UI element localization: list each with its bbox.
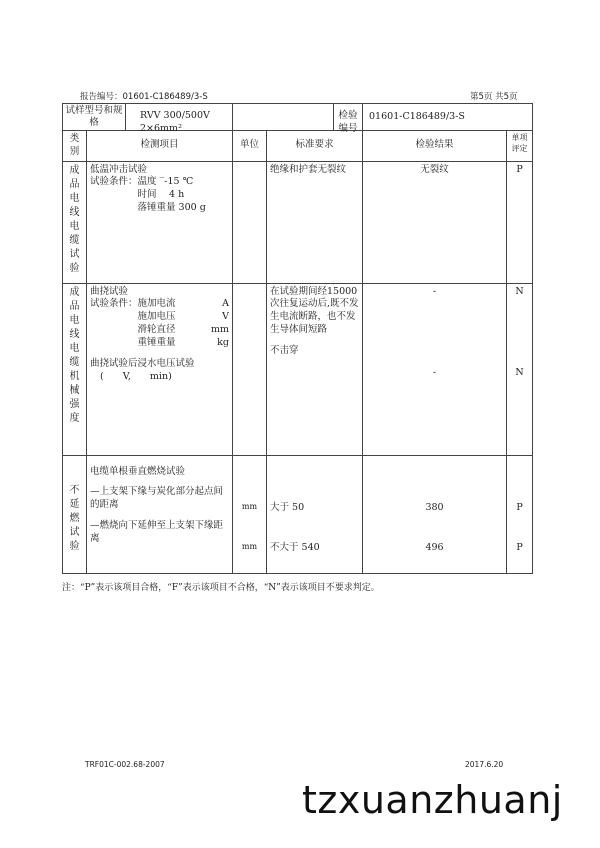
condition-unit: A xyxy=(222,298,229,310)
condition-unit: mm xyxy=(210,324,229,336)
category-cell: 成品电线电缆试验 xyxy=(63,161,87,283)
test-no-label: 检验编号 xyxy=(333,104,362,130)
result-cell xyxy=(363,455,507,573)
col-category: 类别 xyxy=(63,131,87,162)
result-cell xyxy=(363,283,507,455)
unit-cell xyxy=(233,283,267,455)
info-row xyxy=(63,104,533,131)
result-text: 380 xyxy=(425,501,444,513)
condition-label: 试验条件： xyxy=(90,298,138,310)
watermark-text: tzxuanzhuanj xyxy=(302,778,563,822)
page-info: 第5页 共5页 xyxy=(470,92,518,102)
judge-text: P xyxy=(516,501,523,513)
item-cell xyxy=(87,283,233,455)
judge-cell xyxy=(507,455,533,573)
col-item: 检测项目 xyxy=(87,131,233,162)
standard-text: 大于 50 xyxy=(270,501,305,513)
result-text: 496 xyxy=(425,542,444,554)
item2-title: 曲挠试验后浸水电压试验 xyxy=(90,357,195,369)
report-number: 报告编号：01601-C186489/3-S xyxy=(80,92,208,102)
model-label: 试样型号和规格 xyxy=(63,104,126,130)
result-cell: 无裂纹 xyxy=(363,161,507,283)
condition-line: 温度 ‾-15 ℃ xyxy=(137,176,194,188)
col-result: 检验结果 xyxy=(363,131,507,162)
standard-cell xyxy=(267,455,363,573)
section-flame-test xyxy=(63,455,533,573)
test-no-value: 01601-C186489/3-S xyxy=(363,104,533,131)
item-cell xyxy=(87,161,233,283)
condition-name: 滑轮直径 xyxy=(137,324,176,336)
model-value: RVV 300/500V 2×6mm² xyxy=(140,110,210,134)
result2-text: - xyxy=(432,367,437,379)
col-unit: 单位 xyxy=(233,131,267,162)
category-cell: 成品电线电缆机械强度 xyxy=(63,283,87,455)
standard-text: 在试验期间经15000次往复运动后,既不发生电流断路，也不发生导体间短路 xyxy=(270,285,359,336)
judge-cell: P xyxy=(507,161,533,283)
item-title: 曲挠试验 xyxy=(90,285,129,297)
sub-item: —燃烧向下延伸至上支架下缘距离 xyxy=(90,520,224,544)
judge-cell xyxy=(507,283,533,455)
col-judge: 单项评定 xyxy=(507,131,533,162)
item2-params: ( V, min) xyxy=(100,370,172,382)
standard-cell xyxy=(267,283,363,455)
form-number: TRF01C-002.68-2007 xyxy=(85,760,165,769)
item-title: 低温冲击试验 xyxy=(90,163,148,175)
condition-line: 落锤重量 300 g xyxy=(137,202,206,214)
section-low-temp xyxy=(63,161,533,283)
col-standard: 标准要求 xyxy=(267,131,363,162)
form-date: 2017.6.20 xyxy=(465,760,504,769)
condition-name: 施加电压 xyxy=(137,311,176,323)
footnote: 注：“P”表示该项目合格，“F”表示该项目不合格，“N”表示该项目不要求判定。 xyxy=(62,583,380,593)
unit-cell xyxy=(233,455,267,573)
condition-name: 施加电流 xyxy=(137,298,176,310)
column-header-row xyxy=(63,131,533,162)
condition-line: 时间 4 h xyxy=(137,189,185,201)
condition-unit: kg xyxy=(217,336,229,348)
unit-text: mm xyxy=(241,501,258,511)
section-flex-test xyxy=(63,283,533,455)
result-text: - xyxy=(432,285,437,297)
unit-cell xyxy=(233,161,267,283)
category-cell: 不延燃试验 xyxy=(63,455,87,573)
item-title: 电缆单根垂直燃烧试验 xyxy=(90,465,186,477)
report-table xyxy=(62,103,533,574)
condition-label: 试验条件： xyxy=(90,176,138,188)
judge2-text: N xyxy=(515,367,524,379)
standard-text: 不大于 540 xyxy=(270,542,320,554)
unit-text: mm xyxy=(241,542,258,552)
condition-unit: V xyxy=(222,311,229,323)
judge-text: N xyxy=(515,285,524,297)
item-cell xyxy=(87,455,233,573)
standard-cell: 绝缘和护套无裂纹 xyxy=(267,161,363,283)
judge-text: P xyxy=(516,542,523,554)
standard2-text: 不击穿 xyxy=(270,344,299,356)
condition-name: 重锤重量 xyxy=(137,336,176,348)
sub-item: —上支架下缘与炭化部分起点间的距离 xyxy=(90,486,224,511)
